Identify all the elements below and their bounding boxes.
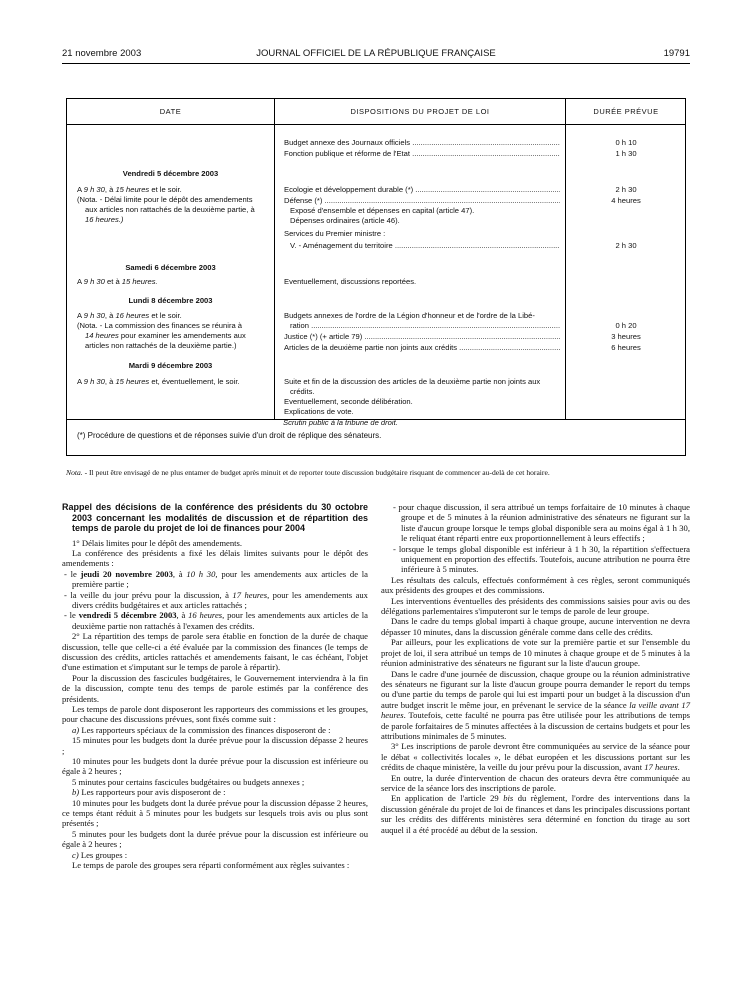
paragraph: 10 minutes pour les budgets dont la durée prévue pour la discussion est inférieure ou égale à 2 heures ;: [62, 756, 368, 777]
paragraph: 5 minutes pour les budgets dont la durée prévue pour la discussion est inférieure ou égale à 2 heures ;: [62, 828, 368, 850]
paragraph: Le temps de parole des groupes sera réparti conformément aux règles suivantes :: [72, 860, 350, 871]
paragraph: 2° La répartition des temps de parole sera établie en fonction de la durée de chaque discussion, telle que celle-ci a été évaluée par la commission des finances (le temps de discussion des crédits, articles rattachés et amendements faisant, le cas échéant, l'objet d'une estimation et s'imputant sur le temps de parole à répartir).: [62, 631, 368, 673]
table-cell: Scrutin public à la tribune de droit.: [283, 418, 398, 427]
header-title: JOURNAL OFFICIEL DE LA RÉPUBLIQUE FRANÇAISE: [256, 48, 496, 59]
header-date: 21 novembre 2003: [62, 48, 142, 59]
table-cell: 2 h 30: [615, 241, 637, 250]
paragraph: 5 minutes pour certains fascicules budgétaires ou budgets annexes ;: [72, 776, 305, 787]
paragraph: Dans le cadre du temps global imparti à chaque groupe, aucune intervention ne devra dépasser 10 minutes, dans la discussion générale comme dans celle des crédits.: [381, 616, 690, 637]
table-cell: 14 heures pour examiner les amendements aux: [85, 331, 246, 340]
table-header-rule: [67, 124, 685, 125]
section-title: Rappel des décisions de la conférence des présidents du 30 octobre 2003 concernant les modalités de discussion et de répartition des temps de parole du projet de loi de finances pour 2004: [62, 502, 368, 533]
table-cell: Services du Premier ministre :: [284, 229, 386, 238]
table-cell: V. - Aménagement du territoire .....: [290, 241, 560, 251]
table-cell: A 9 h 30, à 15 heures et, éventuellement, le soir.: [77, 377, 240, 386]
col-header-date: DATE: [159, 107, 182, 116]
paragraph: Pour la discussion des fascicules budgétaires, le Gouvernement interviendra à la fin de la discussion, compte tenu des temps de parole estimés par la conférence des présidents.: [62, 672, 368, 704]
table-footnote: (*) Procédure de questions et de réponses suivie d'un droit de réplique des sénateurs.: [77, 431, 382, 440]
table-cell: Eventuellement, discussions reportées.: [284, 277, 417, 286]
paragraph: 3° Les inscriptions de parole devront être communiquées au service de la séance pour le débat « collectivités locales », le débat européen et les discussions portant sur les crédits de chaque ministère, la veille du jour prévu pour la discussion, avant 17 heures.: [381, 741, 690, 773]
table-cell: Fonction publique et réforme de l'Etat .....: [284, 149, 560, 159]
table-cell: 3 heures: [611, 332, 641, 341]
paragraph: En application de l'article 29 bis du règlement, l'ordre des interventions dans la discussion générale du projet de loi de finances et dans les principales discussions portant sur les crédits des différents ministères sera déterminé en fonction du tirage au sort auquel il a été procédé au début de la session.: [381, 793, 690, 835]
table-cell: aux articles non rattachés de la deuxième partie, à: [85, 205, 255, 214]
table-cell: Explications de vote.: [284, 407, 354, 416]
header-rule: [62, 63, 690, 64]
table-cell: A 9 h 30 et à 15 heures.: [77, 277, 158, 286]
list-item: - pour chaque discussion, il sera attribué un temps forfaitaire de 10 minutes à chaque groupe et de 5 minutes à la réunion administrative des sénateurs ne figurant sur la liste d'aucun groupe lorsque le temps global disponible sera au moins égal à 1 h 30, le reliquat étant réparti entre eux proportionnellement à leurs effectifs ;: [393, 502, 690, 544]
date-heading: Lundi 8 décembre 2003: [128, 296, 213, 305]
table-cell: 0 h 10: [615, 138, 637, 147]
paragraph: 1° Délais limites pour le dépôt des amendements.: [72, 537, 243, 548]
table-cell: 16 heures.): [85, 215, 124, 224]
list-item: - la veille du jour prévu pour la discussion, à 17 heures, pour les amendements aux divers crédits budgétaires et aux articles rattachés ;: [64, 589, 368, 610]
paragraph: Les interventions éventuelles des présidents des commissions saisies pour avis ou des délégations parlementaires s'imputeront sur le temps de parole de leur groupe.: [381, 595, 690, 617]
header-page-number: 19791: [663, 48, 690, 59]
table-cell: 6 heures: [611, 343, 641, 352]
table-cell: Exposé d'ensemble et dépenses en capital (article 47).: [290, 206, 475, 215]
table-cell: (Nota. - Délai limite pour le dépôt des amendements: [77, 195, 253, 204]
paragraph: a) Les rapporteurs spéciaux de la commission des finances disposeront de :: [72, 724, 331, 735]
paragraph: b) Les rapporteurs pour avis disposeront de :: [72, 787, 226, 798]
table-col-divider: [274, 99, 275, 419]
table-cell: Budgets annexes de l'ordre de la Légion d'honneur et de l'ordre de la Libé-: [284, 311, 535, 320]
list-item: - lorsque le temps global disponible est inférieur à 1 h 30, la répartition s'effectuera uniquement en proportion des effectifs. Toutefois, aucune attribution ne pourra être inférieure à 5 minutes.: [393, 543, 690, 575]
table-cell: Défense (*) .....: [284, 196, 560, 206]
left-column: [62, 502, 368, 871]
schedule-table: [66, 98, 686, 456]
paragraph: 10 minutes pour les budgets dont la durée prévue pour la discussion dépasse 2 heures, ce temps étant réduit à 5 minutes pour les budgets sur lesquels trois avis ou plus sont présentés ;: [62, 797, 368, 829]
date-heading: Vendredi 5 décembre 2003: [122, 169, 219, 178]
paragraph: Les résultats des calculs, effectués conformément à ces règles, seront communiqués aux présidents des groupes et des commissions.: [381, 574, 690, 596]
paragraph: En outre, la durée d'intervention de chacun des orateurs devra être communiquée au service de la séance lors des inscriptions de parole.: [381, 772, 690, 793]
table-cell: 4 heures: [611, 196, 641, 205]
table-cell: (Nota. - La commission des finances se réunira à: [77, 321, 243, 330]
table-cell: Suite et fin de la discussion des articles de la deuxième partie non joints aux: [284, 377, 541, 386]
nota-text: - Il peut être envisagé de ne plus entamer de budget après minuit et de reporter toute discussion budgétaire risquant de commencer au-delà de cet horaire.: [82, 468, 550, 477]
table-cell: Articles de la deuxième partie non joints aux crédits .....: [284, 343, 560, 353]
table-cell: articles non rattachés de la deuxième partie.): [85, 341, 237, 350]
nota-label: Nota.: [66, 468, 83, 477]
table-cell: A 9 h 30, à 16 heures et le soir.: [77, 311, 182, 320]
table-cell: 1 h 30: [615, 149, 637, 158]
table-cell: Ecologie et développement durable (*) .....: [284, 185, 560, 195]
table-cell: crédits.: [290, 387, 315, 396]
nota-paragraph: [66, 468, 686, 478]
paragraph: c) Les groupes :: [72, 849, 128, 860]
table-cell: Dépenses ordinaires (article 46).: [290, 216, 400, 225]
table-cell: 2 h 30: [615, 185, 637, 194]
table-cell: ration .....: [290, 321, 560, 331]
table-cell: Budget annexe des Journaux officiels .....: [284, 138, 560, 148]
paragraph: 15 minutes pour les budgets dont la durée prévue pour la discussion dépasse 2 heures ;: [62, 735, 368, 756]
right-column: [381, 502, 690, 835]
paragraph: Les temps de parole dont disposeront les rapporteurs des commissions et les groupes, pour chacune des discussions prévues, sont fixés comme suit :: [62, 704, 368, 725]
paragraph: Par ailleurs, pour les explications de vote sur la première partie et sur l'ensemble du projet de loi, il sera attribué un temps de 10 minutes à chaque groupe et de 5 minutes à la réunion administrative des sénateurs ne figurant sur la liste d'aucun groupe.: [381, 637, 690, 669]
table-cell: Eventuellement, seconde délibération.: [284, 397, 413, 406]
table-cell: A 9 h 30, à 15 heures et le soir.: [77, 185, 182, 194]
table-cell: Justice (*) (+ article 79) .....: [284, 332, 560, 342]
list-item: - le vendredi 5 décembre 2003, à 16 heures, pour les amendements aux articles de la deuxième partie non rattachés à l'examen des crédits.: [64, 610, 368, 631]
paragraph: Dans le cadre d'une journée de discussion, chaque groupe ou la réunion administrative des sénateurs ne figurant sur la liste d'aucun groupe pourra demander le report du temps ou d'une partie du temps de parole qui lui est imparti pour un budget à la discussion d'un autre budget inscrit le même jour, en prévenant le service de la séance la veille avant 17 heures. Toutefois, cette faculté ne pourra pas être utilisée pour les attributions de temps de parole forfaitaires de 5 minutes affectées à la discussion de certains budgets et pour les attributions minimales de 5 minutes.: [381, 668, 690, 741]
list-item: - le jeudi 20 novembre 2003, à 10 h 30, pour les amendements aux articles de la première partie ;: [64, 568, 368, 590]
paragraph: La conférence des présidents a fixé les délais limites suivants pour le dépôt des amendements :: [62, 547, 368, 569]
page-header: [62, 48, 690, 62]
date-heading: Mardi 9 décembre 2003: [128, 361, 213, 370]
date-heading: Samedi 6 décembre 2003: [125, 263, 216, 272]
col-header-duration: DURÉE PRÉVUE: [593, 107, 659, 116]
col-header-dispositions: DISPOSITIONS DU PROJET DE LOI: [350, 107, 490, 116]
table-cell: 0 h 20: [615, 321, 637, 330]
